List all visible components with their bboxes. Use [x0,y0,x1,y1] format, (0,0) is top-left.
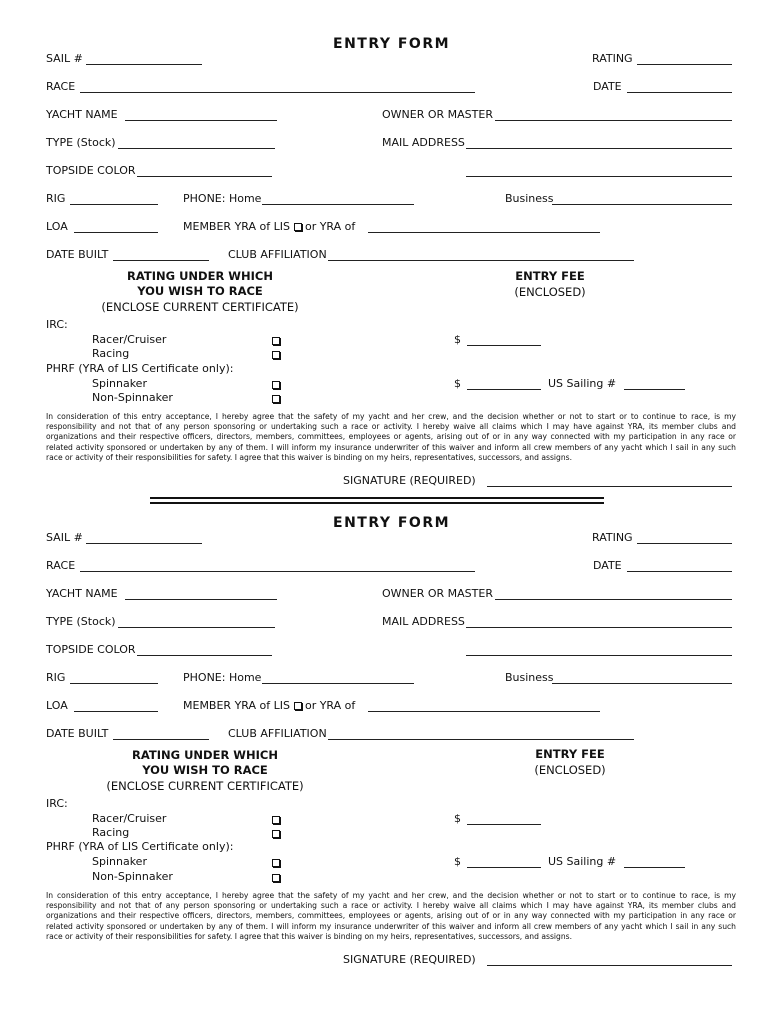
date-label: DATE [593,80,622,93]
racer-cruiser-checkbox[interactable] [272,337,280,345]
mail-address-label: MAIL ADDRESS [382,136,465,149]
mail-address-field[interactable] [466,148,732,149]
spinnaker-label: Spinnaker [92,855,147,868]
topside-color-label: TOPSIDE COLOR [46,643,136,656]
sail-field[interactable] [86,64,202,65]
phone-home-label: PHONE: Home [183,192,262,205]
club-affiliation-label: CLUB AFFILIATION [228,727,327,740]
signature-label: SIGNATURE (REQUIRED) [343,474,476,487]
racer-cruiser-label: Racer/Cruiser [92,333,167,346]
waiver-text: In consideration of this entry acceptance, I hereby agree that the safety of my yacht and her crew, and the decision whether or not to start or to continue to race, is my responsibility and not that of any person sponsoring or undertaking such a race or activity. I hereby waive all claims which I may have against YRA, its member clubs and organizations and their respective officers, directors, members, committees, employees or agents, arising out of or in any way connected with my participation in any race or related activity sponsored or undertaken by any of them. I will inform my insurance underwriter of this waiver and inform all crew members of any yacht which I sail in any such race or activity of their responsibilities for safety. I agree that this waiver is binding on my heirs, representatives, successors, and assigns. [46,891,736,941]
date-built-label: DATE BUILT [46,727,109,740]
loa-label: LOA [46,699,68,712]
yacht-name-label: YACHT NAME [46,587,118,600]
club-affiliation-field[interactable] [328,739,634,740]
waiver-text: In consideration of this entry acceptance, I hereby agree that the safety of my yacht and her crew, and the decision whether or not to start or to continue to race, is my responsibility and not that of any person sponsoring or undertaking such a race or activity. I hereby waive all claims which I may have against YRA, its member clubs and organizations and their respective officers, directors, members, committees, employees or agents, arising out of or in any way connected with my participation in any race or related activity sponsored or undertaken by any of them. I will inform my insurance underwriter of this waiver and inform all crew members of any yacht which I sail in any such race or activity of their responsibilities for safety. I agree that this waiver is binding on my heirs, representatives, successors, and assigns. [46,412,736,462]
date-built-field[interactable] [113,260,209,261]
race-label: RACE [46,559,76,572]
non-spinnaker-label: Non-Spinnaker [92,870,173,883]
irc-fee-field[interactable] [467,345,541,346]
non-spinnaker-label: Non-Spinnaker [92,391,173,404]
sail-field[interactable] [86,543,202,544]
race-field[interactable] [80,92,475,93]
club-affiliation-label: CLUB AFFILIATION [228,248,327,261]
rig-label: RIG [46,671,66,684]
race-label: RACE [46,80,76,93]
loa-field[interactable] [74,711,158,712]
date-field[interactable] [627,92,732,93]
type-label: TYPE (Stock) [46,615,116,628]
racer-cruiser-label: Racer/Cruiser [92,812,167,825]
topside-color-field[interactable] [137,655,272,656]
phrf-label: PHRF (YRA of LIS Certificate only): [46,362,234,375]
yacht-name-field[interactable] [125,120,277,121]
us-sailing-field[interactable] [624,867,685,868]
signature-field[interactable] [487,965,732,966]
racing-label: Racing [92,826,130,839]
spinnaker-label: Spinnaker [92,377,147,390]
type-field[interactable] [118,627,275,628]
entry-fee-heading: ENTRY FEE [515,269,585,283]
rating-field[interactable] [637,64,732,65]
date-label: DATE [593,559,622,572]
dollar-sign: $ [454,812,461,825]
entry-fee-heading: ENTRY FEE [535,747,605,761]
rating-heading-line-1: RATING UNDER WHICH [132,748,278,762]
member-yra-label: MEMBER YRA of LIS [183,220,290,233]
enclosed-heading: (ENCLOSED) [534,763,606,777]
phone-home-field[interactable] [262,204,414,205]
racing-checkbox[interactable] [272,351,280,359]
loa-field[interactable] [74,232,158,233]
racing-checkbox[interactable] [272,830,280,838]
business-label: Business [505,192,554,205]
phrf-fee-field[interactable] [467,389,541,390]
form-title: ENTRY FORM [333,36,451,52]
rig-field[interactable] [70,204,158,205]
us-sailing-label: US Sailing # [548,855,617,868]
entry-form-2 [0,479,770,966]
dollar-sign: $ [454,855,461,868]
or-yra-label: or YRA of [304,220,356,233]
club-affiliation-field[interactable] [328,260,634,261]
yra-of-field[interactable] [368,711,600,712]
phrf-fee-field[interactable] [467,867,541,868]
phone-home-label: PHONE: Home [183,671,262,684]
type-field[interactable] [118,148,275,149]
date-built-field[interactable] [113,739,209,740]
irc-fee-field[interactable] [467,824,541,825]
spinnaker-checkbox[interactable] [272,859,280,867]
signature-label: SIGNATURE (REQUIRED) [343,953,476,966]
topside-color-label: TOPSIDE COLOR [46,164,136,177]
dollar-sign: $ [454,333,461,346]
mail-address-line-2[interactable] [466,655,732,656]
owner-field[interactable] [495,599,732,600]
racer-cruiser-checkbox[interactable] [272,816,280,824]
entry-form-1 [0,0,770,487]
member-yra-label: MEMBER YRA of LIS [183,699,290,712]
enclosed-heading: (ENCLOSED) [514,285,586,299]
non-spinnaker-checkbox[interactable] [272,395,280,403]
sail-label: SAIL # [46,52,83,65]
or-yra-label: or YRA of [304,699,356,712]
us-sailing-field[interactable] [624,389,685,390]
member-yra-checkbox[interactable] [294,223,302,231]
rating-label: RATING [592,531,633,544]
rating-heading-line-3: (ENCLOSE CURRENT CERTIFICATE) [101,300,299,314]
member-yra-checkbox[interactable] [294,702,302,710]
non-spinnaker-checkbox[interactable] [272,874,280,882]
us-sailing-label: US Sailing # [548,377,617,390]
yacht-name-field[interactable] [125,599,277,600]
yacht-name-label: YACHT NAME [46,108,118,121]
owner-label: OWNER OR MASTER [382,108,493,121]
type-label: TYPE (Stock) [46,136,116,149]
owner-field[interactable] [495,120,732,121]
race-field[interactable] [80,571,475,572]
rating-heading-line-2: YOU WISH TO RACE [142,763,268,777]
dollar-sign: $ [454,377,461,390]
topside-color-field[interactable] [137,176,272,177]
date-field[interactable] [627,571,732,572]
business-label: Business [505,671,554,684]
mail-address-field[interactable] [466,627,732,628]
rig-label: RIG [46,192,66,205]
yra-of-field[interactable] [368,232,600,233]
date-built-label: DATE BUILT [46,248,109,261]
rating-heading-line-2: YOU WISH TO RACE [137,284,263,298]
mail-address-line-2[interactable] [466,176,732,177]
rating-field[interactable] [637,543,732,544]
irc-label: IRC: [46,318,68,331]
business-phone-field[interactable] [552,204,732,205]
phrf-label: PHRF (YRA of LIS Certificate only): [46,840,234,853]
rating-heading-line-1: RATING UNDER WHICH [127,269,273,283]
mail-address-label: MAIL ADDRESS [382,615,465,628]
irc-label: IRC: [46,797,68,810]
rig-field[interactable] [70,683,158,684]
member-yra-line [183,220,355,234]
member-yra-line [183,699,355,713]
sail-label: SAIL # [46,531,83,544]
racing-label: Racing [92,347,130,360]
phone-home-field[interactable] [262,683,414,684]
loa-label: LOA [46,220,68,233]
owner-label: OWNER OR MASTER [382,587,493,600]
form-title: ENTRY FORM [333,515,451,531]
spinnaker-checkbox[interactable] [272,381,280,389]
business-phone-field[interactable] [552,683,732,684]
rating-label: RATING [592,52,633,65]
rating-heading-line-3: (ENCLOSE CURRENT CERTIFICATE) [106,779,304,793]
